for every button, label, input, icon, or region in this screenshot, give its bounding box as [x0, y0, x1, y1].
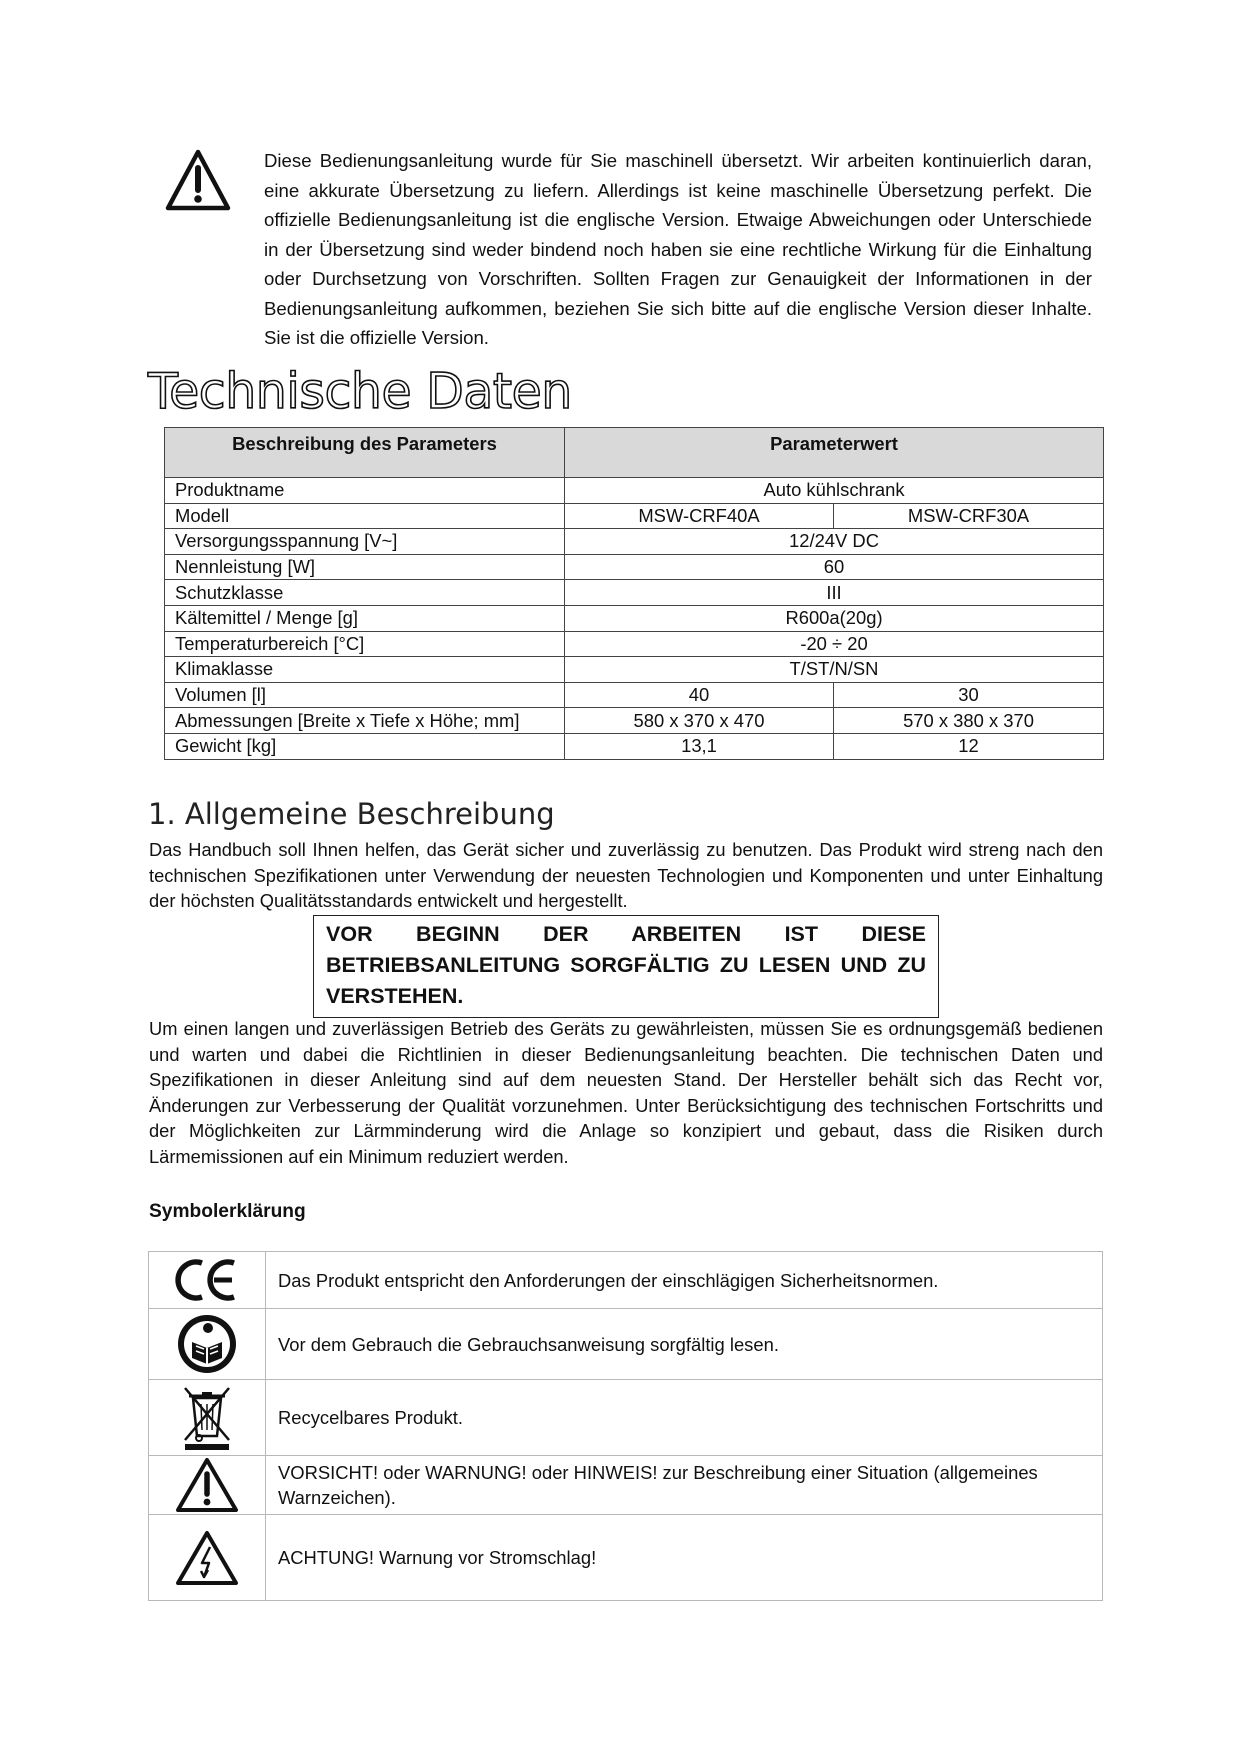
symbol-cell	[149, 1252, 266, 1309]
ce-mark-icon	[174, 1256, 240, 1304]
param-value: Auto kühlschrank	[565, 478, 1104, 504]
table-row	[165, 708, 1104, 734]
body-paragraph: Um einen langen und zuverlässigen Betrieb des Geräts zu gewährleisten, müssen Sie es ordnungsgemäß bedienen und warten und dabei die Richtlinien in dieser Bedienungsanleitung beachten. Die technischen Daten und Spezifikationen in dieser Anleitung sind auf dem neuesten Stand. Der Hersteller behält sich das Recht vor, Änderungen zur Verbesserung der Qualität vorzunehmen. Unter Berücksichtigung des technischen Fortschritts und der Möglichkeiten zur Lärmminderung wird die Anlage so konzipiert und gebaut, dass die Risiken durch Lärmemissionen auf ein Minimum reduziert werden.	[149, 1018, 1103, 1167]
spec-table-header	[165, 428, 1104, 478]
column-header: Parameterwert	[565, 428, 1104, 478]
param-label: Kältemittel / Menge [g]	[165, 605, 565, 631]
warning-box: VOR BEGINN DER ARBEITEN IST DIESE BETRIEBSANLEITUNG SORGFÄLTIG ZU LESEN UND ZU VERSTEHEN.	[313, 915, 939, 1018]
table-row	[165, 605, 1104, 631]
symbol-cell	[149, 1515, 266, 1601]
param-label: Modell	[165, 503, 565, 529]
column-header: Beschreibung des Parameters	[165, 428, 565, 478]
table-row	[165, 478, 1104, 504]
param-value: III	[565, 580, 1104, 606]
param-label: Temperaturbereich [°C]	[165, 631, 565, 657]
table-row	[149, 1515, 1103, 1601]
spec-table	[164, 427, 1104, 760]
table-row	[165, 503, 1104, 529]
param-label: Schutzklasse	[165, 580, 565, 606]
param-value: 12/24V DC	[565, 529, 1104, 555]
page-title: Technische Daten	[148, 363, 572, 420]
param-value: 13,1	[565, 733, 834, 759]
read-manual-icon	[174, 1312, 240, 1376]
param-label: Abmessungen [Breite x Tiefe x Höhe; mm]	[165, 708, 565, 734]
table-row	[165, 682, 1104, 708]
warning-triangle-icon	[164, 148, 232, 212]
param-value: MSW-CRF40A	[565, 503, 834, 529]
table-row	[165, 580, 1104, 606]
table-row	[149, 1309, 1103, 1380]
param-value: 12	[834, 733, 1104, 759]
param-label: Nennleistung [W]	[165, 554, 565, 580]
symbol-description: Vor dem Gebrauch die Gebrauchsanweisung sorgfältig lesen.	[266, 1309, 1103, 1380]
param-label: Volumen [l]	[165, 682, 565, 708]
table-row	[165, 733, 1104, 759]
param-value: T/ST/N/SN	[565, 657, 1104, 683]
param-value: -20 ÷ 20	[565, 631, 1104, 657]
param-label: Produktname	[165, 478, 565, 504]
symbol-description: ACHTUNG! Warnung vor Stromschlag!	[266, 1515, 1103, 1601]
symbol-description: VORSICHT! oder WARNUNG! oder HINWEIS! zur Beschreibung einer Situation (allgemeines Warnzeichen).	[266, 1456, 1103, 1515]
symbol-description: Recycelbares Produkt.	[266, 1380, 1103, 1456]
param-label: Klimaklasse	[165, 657, 565, 683]
table-row	[149, 1380, 1103, 1456]
param-value: 580 x 370 x 470	[565, 708, 834, 734]
param-value: R600a(20g)	[565, 605, 1104, 631]
param-value: 570 x 380 x 370	[834, 708, 1104, 734]
param-value: 30	[834, 682, 1104, 708]
table-row	[149, 1456, 1103, 1515]
table-row	[165, 529, 1104, 555]
electric-shock-icon	[175, 1530, 239, 1586]
symbol-description: Das Produkt entspricht den Anforderungen der einschlägigen Sicherheitsnormen.	[266, 1252, 1103, 1309]
table-row	[165, 657, 1104, 683]
param-value: MSW-CRF30A	[834, 503, 1104, 529]
table-row	[165, 554, 1104, 580]
param-label: Versorgungsspannung [V~]	[165, 529, 565, 555]
symbol-table	[148, 1251, 1103, 1601]
crossed-bin-icon	[177, 1384, 237, 1452]
param-value: 40	[565, 682, 834, 708]
warning-triangle-icon	[175, 1457, 239, 1513]
param-label: Gewicht [kg]	[165, 733, 565, 759]
symbol-cell	[149, 1309, 266, 1380]
translation-notice: Diese Bedienungsanleitung wurde für Sie maschinell übersetzt. Wir arbeiten kontinuierlich daran, eine akkurate Übersetzung zu liefern. Allerdings ist keine maschinelle Übersetzung perfekt. Die offizielle Bedienungsanleitung ist die englische Version. Etwaige Abweichungen oder Unterschiede in der Übersetzung sind weder bindend noch haben sie eine rechtliche Wirkung für die Einhaltung oder Durchsetzung von Vorschriften. Sollten Fragen zur Genauigkeit der Informationen in der Bedienungsanleitung aufkommen, beziehen Sie sich bitte auf die englische Version dieser Inhalte. Sie ist die offizielle Version.	[264, 150, 1092, 348]
symbol-cell	[149, 1456, 266, 1515]
section-heading: 1. Allgemeine Beschreibung	[148, 797, 555, 831]
table-row	[149, 1252, 1103, 1309]
symbols-heading: Symbolerklärung	[149, 1201, 306, 1222]
intro-paragraph: Das Handbuch soll Ihnen helfen, das Gerät sicher und zuverlässig zu benutzen. Das Produkt wird streng nach den technischen Spezifikationen unter Verwendung der neuesten Technologien und Komponenten und unter Einhaltung der höchsten Qualitätsstandards entwickelt und hergestellt.	[149, 839, 1103, 912]
symbol-cell	[149, 1380, 266, 1456]
param-value: 60	[565, 554, 1104, 580]
table-row	[165, 631, 1104, 657]
